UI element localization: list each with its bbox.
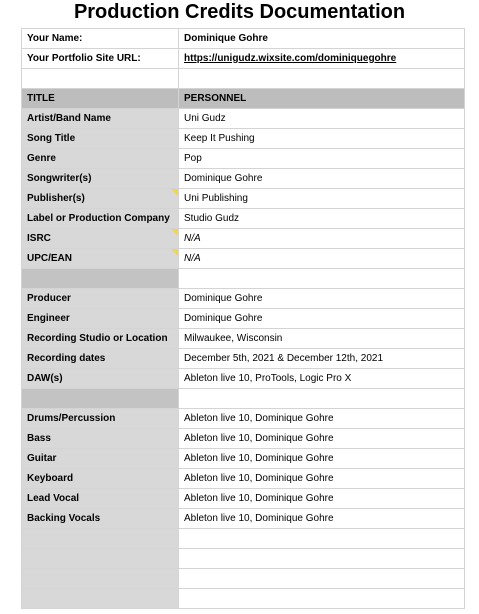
row-value[interactable]: Uni Gudz: [179, 109, 465, 129]
comment-flag-icon[interactable]: [171, 189, 178, 196]
empty-cell[interactable]: [22, 269, 179, 289]
row-value[interactable]: Uni Publishing: [179, 189, 465, 209]
table-row: [22, 449, 465, 469]
table-row: [22, 129, 465, 149]
empty-cell[interactable]: [179, 69, 465, 89]
row-label: Song Title: [22, 129, 179, 149]
row-value[interactable]: Ableton live 10, Dominique Gohre: [179, 409, 465, 429]
spacer-row: [22, 69, 465, 89]
table-row: [22, 549, 465, 569]
row-value[interactable]: Dominique Gohre: [179, 169, 465, 189]
row-label: Genre: [22, 149, 179, 169]
table-row: [22, 109, 465, 129]
comment-flag-icon[interactable]: [171, 229, 178, 236]
header-title: TITLE: [22, 89, 179, 109]
row-label: Label or Production Company: [22, 209, 179, 229]
row-label: Recording Studio or Location: [22, 329, 179, 349]
row-label: Keyboard: [22, 469, 179, 489]
row-value[interactable]: Ableton live 10, Dominique Gohre: [179, 509, 465, 529]
row-value[interactable]: Ableton live 10, Dominique Gohre: [179, 489, 465, 509]
row-label: Artist/Band Name: [22, 109, 179, 129]
table-row: [22, 489, 465, 509]
table-row: [22, 289, 465, 309]
table-row: [22, 249, 465, 269]
credits-table: [21, 28, 465, 609]
table-row: [22, 509, 465, 529]
row-value[interactable]: Ableton live 10, ProTools, Logic Pro X: [179, 369, 465, 389]
row-label: Guitar: [22, 449, 179, 469]
name-label: Your Name:: [22, 29, 179, 49]
url-cell[interactable]: [179, 49, 465, 69]
row-label-text: UPC/EAN: [27, 252, 73, 264]
row-value[interactable]: Ableton live 10, Dominique Gohre: [179, 469, 465, 489]
empty-cell[interactable]: [179, 569, 465, 589]
row-value[interactable]: Dominique Gohre: [179, 309, 465, 329]
empty-cell[interactable]: [22, 569, 179, 589]
table-row: [22, 569, 465, 589]
row-value[interactable]: Milwaukee, Wisconsin: [179, 329, 465, 349]
section-divider-row: [22, 269, 465, 289]
row-value[interactable]: Pop: [179, 149, 465, 169]
table-row: [22, 189, 465, 209]
table-row: [22, 429, 465, 449]
page-title: Production Credits Documentation: [73, 1, 406, 23]
empty-cell[interactable]: [179, 549, 465, 569]
empty-cell[interactable]: [22, 69, 179, 89]
row-label: Drums/Percussion: [22, 409, 179, 429]
table-row: [22, 229, 465, 249]
empty-cell[interactable]: [179, 589, 465, 609]
row-value[interactable]: N/A: [179, 229, 465, 249]
row-label: DAW(s): [22, 369, 179, 389]
name-value[interactable]: Dominique Gohre: [179, 29, 465, 49]
table-row: [22, 589, 465, 609]
row-value[interactable]: Studio Gudz: [179, 209, 465, 229]
table-row: [22, 369, 465, 389]
table-row: [22, 209, 465, 229]
table-row: [22, 329, 465, 349]
row-value[interactable]: Ableton live 10, Dominique Gohre: [179, 449, 465, 469]
empty-cell[interactable]: [179, 389, 465, 409]
row-label: Lead Vocal: [22, 489, 179, 509]
table-row: [22, 469, 465, 489]
table-row: [22, 349, 465, 369]
row-label: Backing Vocals: [22, 509, 179, 529]
table-row: [22, 529, 465, 549]
row-label: Recording dates: [22, 349, 179, 369]
portfolio-url-link[interactable]: https://unigudz.wixsite.com/dominiquegohre: [184, 52, 397, 64]
row-label: Producer: [22, 289, 179, 309]
row-label: Songwriter(s): [22, 169, 179, 189]
table-row: [22, 169, 465, 189]
table-row: [22, 149, 465, 169]
row-value[interactable]: December 5th, 2021 & December 12th, 2021: [179, 349, 465, 369]
row-label: [22, 189, 179, 209]
name-row: [22, 29, 465, 49]
url-label: Your Portfolio Site URL:: [22, 49, 179, 69]
row-label-text: Publisher(s): [27, 192, 85, 204]
empty-cell[interactable]: [22, 529, 179, 549]
comment-flag-icon[interactable]: [171, 249, 178, 256]
row-value[interactable]: Dominique Gohre: [179, 289, 465, 309]
row-value[interactable]: N/A: [179, 249, 465, 269]
empty-cell[interactable]: [179, 269, 465, 289]
header-row: [22, 89, 465, 109]
empty-cell[interactable]: [179, 529, 465, 549]
empty-cell[interactable]: [22, 389, 179, 409]
row-label: Bass: [22, 429, 179, 449]
row-value[interactable]: Ableton live 10, Dominique Gohre: [179, 429, 465, 449]
row-label: [22, 229, 179, 249]
table-row: [22, 409, 465, 429]
header-personnel: PERSONNEL: [179, 89, 465, 109]
row-label: [22, 249, 179, 269]
empty-cell[interactable]: [22, 589, 179, 609]
row-value[interactable]: Keep It Pushing: [179, 129, 465, 149]
table-row: [22, 309, 465, 329]
section-divider-row: [22, 389, 465, 409]
row-label: Engineer: [22, 309, 179, 329]
empty-cell[interactable]: [22, 549, 179, 569]
url-row: [22, 49, 465, 69]
row-label-text: ISRC: [27, 232, 51, 244]
